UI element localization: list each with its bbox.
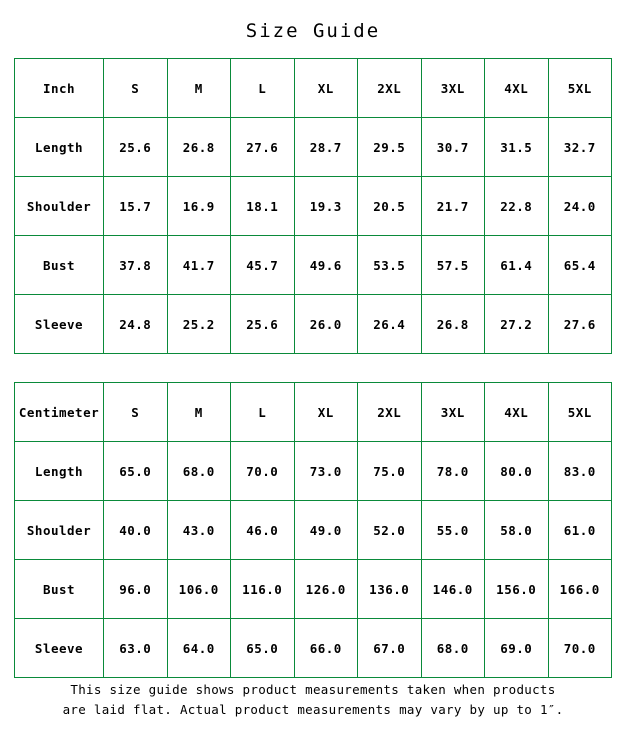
table-row [15,236,612,295]
measurement-value: 146.0 [421,560,485,619]
measurement-value: 31.5 [485,118,549,177]
measurement-value: 19.3 [294,177,358,236]
table-row [15,295,612,354]
measurement-value: 41.7 [167,236,231,295]
measurement-value: 32.7 [548,118,612,177]
size-column-header: 4XL [485,59,549,118]
measurement-value: 136.0 [358,560,422,619]
size-table-inch-body [15,59,612,354]
measurement-value: 69.0 [485,619,549,678]
measurement-value: 65.0 [231,619,295,678]
measurement-value: 53.5 [358,236,422,295]
size-column-header: XL [294,59,358,118]
measurement-value: 64.0 [167,619,231,678]
measurement-value: 30.7 [421,118,485,177]
measurement-value: 15.7 [104,177,168,236]
measurement-value: 66.0 [294,619,358,678]
measurement-value: 156.0 [485,560,549,619]
measurement-value: 37.8 [104,236,168,295]
measurement-label: Bust [15,236,104,295]
measurement-value: 126.0 [294,560,358,619]
size-column-header: 3XL [421,59,485,118]
table-row [15,442,612,501]
measurement-value: 65.0 [104,442,168,501]
measurement-value: 26.8 [167,118,231,177]
size-column-header: 4XL [485,383,549,442]
measurement-value: 18.1 [231,177,295,236]
size-column-header: M [167,59,231,118]
measurement-value: 27.2 [485,295,549,354]
unit-label: Inch [15,59,104,118]
measurement-value: 67.0 [358,619,422,678]
measurement-value: 78.0 [421,442,485,501]
measurement-value: 65.4 [548,236,612,295]
measurement-value: 26.4 [358,295,422,354]
measurement-value: 29.5 [358,118,422,177]
measurement-label: Bust [15,560,104,619]
measurement-value: 106.0 [167,560,231,619]
measurement-value: 45.7 [231,236,295,295]
measurement-value: 49.0 [294,501,358,560]
measurement-value: 22.8 [485,177,549,236]
measurement-value: 27.6 [548,295,612,354]
size-column-header: L [231,383,295,442]
table-row [15,501,612,560]
measurement-value: 43.0 [167,501,231,560]
size-column-header: 5XL [548,383,612,442]
footer-note [14,680,612,720]
page-title: Size Guide [245,20,381,42]
measurement-value: 61.4 [485,236,549,295]
measurement-label: Shoulder [15,501,104,560]
size-table-inch [14,58,612,354]
measurement-value: 96.0 [104,560,168,619]
measurement-value: 27.6 [231,118,295,177]
size-column-header: XL [294,383,358,442]
footer-note-line-1: This size guide shows product measurements taken when products [70,682,556,697]
measurement-value: 57.5 [421,236,485,295]
measurement-value: 83.0 [548,442,612,501]
table-row [15,177,612,236]
size-column-header: 2XL [358,383,422,442]
measurement-value: 26.8 [421,295,485,354]
measurement-label: Length [15,442,104,501]
measurement-value: 25.2 [167,295,231,354]
size-column-header: S [104,59,168,118]
measurement-value: 16.9 [167,177,231,236]
measurement-value: 21.7 [421,177,485,236]
table-spacer [14,354,612,382]
unit-label: Centimeter [15,383,104,442]
measurement-label: Shoulder [15,177,104,236]
measurement-value: 75.0 [358,442,422,501]
table-header-row [15,383,612,442]
measurement-value: 25.6 [104,118,168,177]
measurement-value: 63.0 [104,619,168,678]
size-column-header: 5XL [548,59,612,118]
measurement-value: 80.0 [485,442,549,501]
measurement-value: 55.0 [421,501,485,560]
size-column-header: M [167,383,231,442]
measurement-value: 61.0 [548,501,612,560]
measurement-value: 52.0 [358,501,422,560]
table-row [15,619,612,678]
measurement-value: 26.0 [294,295,358,354]
measurement-value: 28.7 [294,118,358,177]
measurement-label: Sleeve [15,295,104,354]
measurement-value: 24.0 [548,177,612,236]
measurement-value: 20.5 [358,177,422,236]
size-column-header: 2XL [358,59,422,118]
size-column-header: S [104,383,168,442]
size-column-header: L [231,59,295,118]
measurement-value: 49.6 [294,236,358,295]
measurement-value: 40.0 [104,501,168,560]
measurement-value: 73.0 [294,442,358,501]
table-row [15,560,612,619]
measurement-label: Length [15,118,104,177]
measurement-value: 46.0 [231,501,295,560]
size-table-centimeter [14,382,612,678]
measurement-value: 116.0 [231,560,295,619]
footer-note-line-2: are laid flat. Actual product measurements may vary by up to 1″. [62,702,564,717]
measurement-value: 68.0 [167,442,231,501]
measurement-label: Sleeve [15,619,104,678]
measurement-value: 58.0 [485,501,549,560]
measurement-value: 25.6 [231,295,295,354]
table-row [15,118,612,177]
measurement-value: 70.0 [548,619,612,678]
size-table-centimeter-body [15,383,612,678]
measurement-value: 166.0 [548,560,612,619]
measurement-value: 24.8 [104,295,168,354]
table-header-row [15,59,612,118]
size-column-header: 3XL [421,383,485,442]
measurement-value: 70.0 [231,442,295,501]
measurement-value: 68.0 [421,619,485,678]
